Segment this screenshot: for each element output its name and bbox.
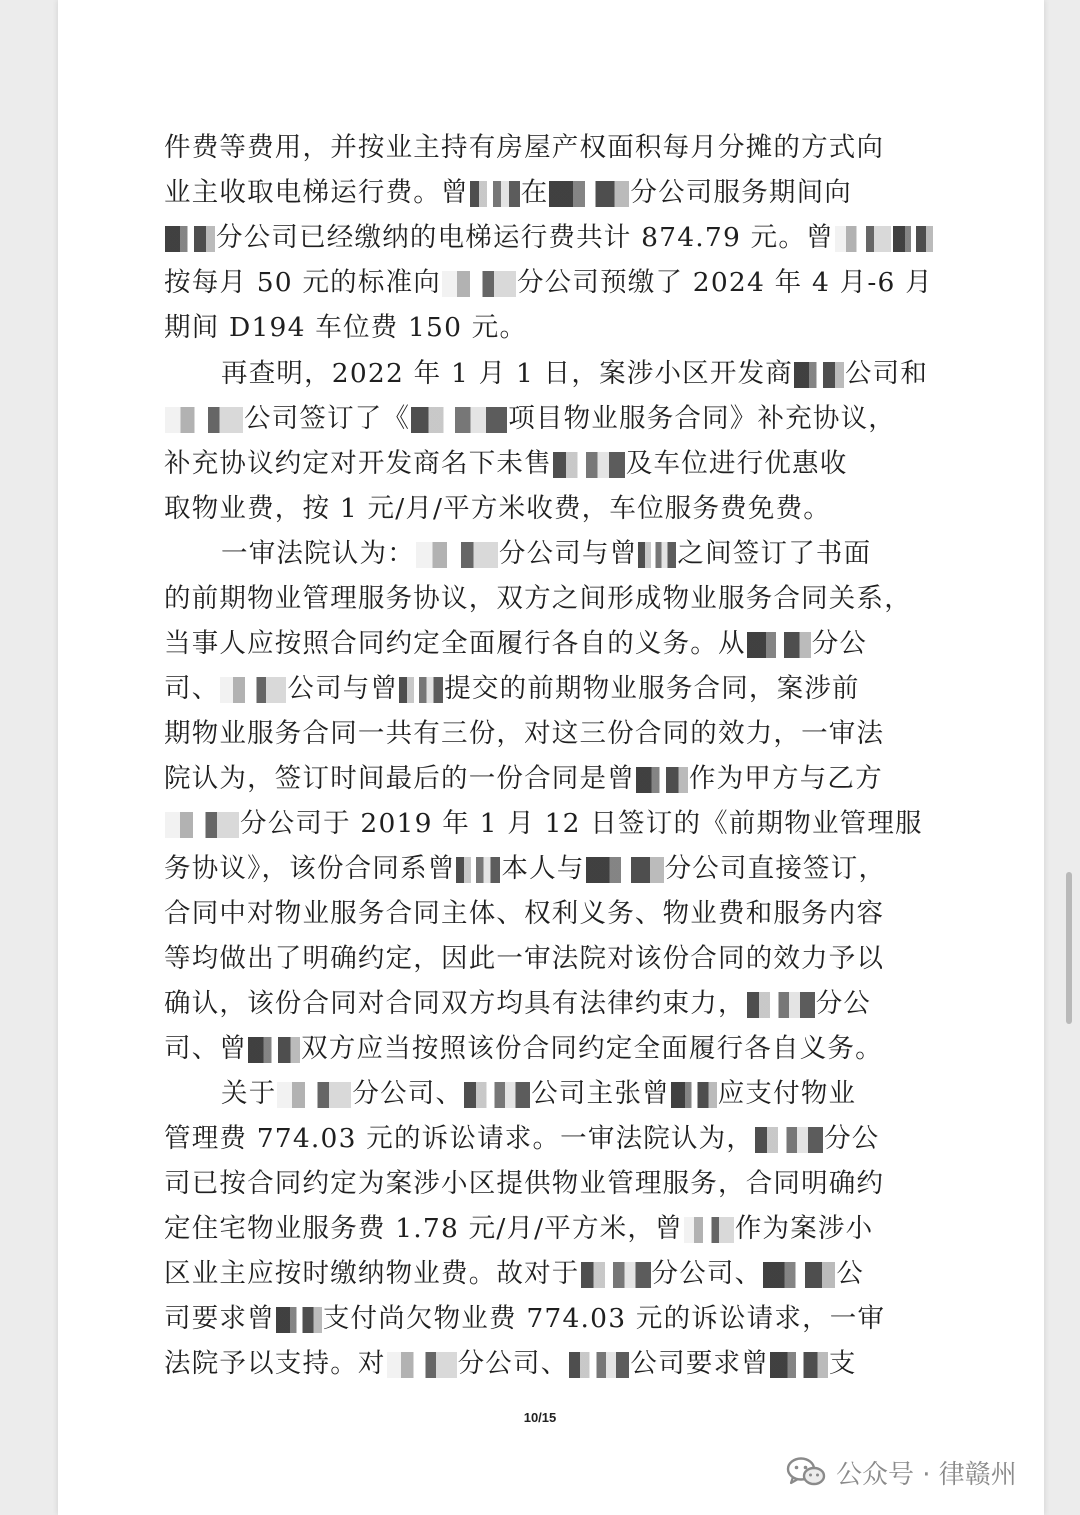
redacted-name — [747, 632, 811, 658]
wechat-icon — [786, 1456, 826, 1488]
text-segment: 定住宅物业服务费 1.78 元/月/平方米，曾 — [164, 1213, 683, 1244]
scrollbar[interactable] — [1066, 872, 1072, 1024]
text-line — [164, 1297, 924, 1341]
text-line — [164, 1207, 924, 1251]
redacted-name — [470, 181, 520, 207]
text-segment: 司、 — [164, 673, 220, 704]
text-line — [164, 667, 924, 711]
text-segment: 一审法院认为： — [221, 538, 415, 569]
redacted-name — [671, 1082, 717, 1108]
redacted-name — [747, 992, 815, 1018]
text-segment: 项目物业服务合同》补充协议， — [508, 403, 897, 434]
redacted-name — [276, 1307, 322, 1333]
text-segment: 作为甲方与乙方 — [688, 763, 883, 794]
text-line — [164, 126, 924, 170]
text-line — [164, 261, 933, 305]
text-line — [164, 892, 924, 936]
text-segment: 分公司服务期间向 — [630, 177, 853, 208]
redacted-name — [165, 812, 239, 838]
redacted-name — [553, 452, 625, 478]
text-line — [164, 1027, 924, 1071]
text-segment: 双方应当按照该份合同约定全面履行各自义务。 — [301, 1033, 883, 1064]
text-segment: 作为案涉小 — [734, 1213, 874, 1244]
text-line — [221, 1072, 981, 1116]
watermark-text: 公众号 · 律赣州 — [836, 1459, 1017, 1490]
text-segment: 再查明，2022 年 1 月 1 日，案涉小区开发商 — [221, 358, 793, 389]
text-segment: 确认，该份合同对合同双方均具有法律约束力， — [164, 988, 746, 1019]
redacted-name — [248, 1037, 300, 1063]
text-segment: 之间签订了书面 — [677, 538, 872, 569]
text-segment: 及车位进行优惠收 — [625, 448, 848, 479]
redacted-name — [442, 271, 516, 297]
text-segment: 分公司直接签订， — [664, 853, 887, 884]
redacted-name — [763, 1262, 835, 1288]
text-segment: 公司要求曾 — [630, 1348, 769, 1379]
text-line — [164, 847, 924, 891]
text-segment: 分公司已经缴纳的电梯运行费共计 874.79 元。曾 — [216, 222, 834, 253]
redacted-name — [794, 362, 844, 388]
text-line — [164, 1252, 924, 1296]
redacted-name — [277, 1082, 351, 1108]
text-line — [221, 352, 981, 396]
text-segment: 期物业服务合同一共有三份，对这三份合同的效力，一审法 — [164, 718, 885, 749]
text-segment: 的前期物业管理服务协议，双方之间形成物业服务合同关系， — [164, 583, 912, 614]
text-segment: 公司主张曾 — [531, 1078, 670, 1109]
text-segment: 合同中对物业服务合同主体、权利义务、物业费和服务内容 — [164, 898, 885, 929]
text-segment: 务协议》，该份合同系曾 — [164, 853, 456, 884]
redacted-name — [684, 1217, 734, 1243]
redacted-name — [581, 1262, 651, 1288]
text-line — [164, 487, 924, 531]
text-line — [164, 757, 924, 801]
text-segment: 公司签订了《 — [244, 403, 411, 434]
text-segment: 分公司预缴了 2024 年 4 月-6 月 — [516, 267, 933, 298]
text-segment: 件费等费用，并按业主持有房屋产权面积每月分摊的方式向 — [164, 132, 885, 163]
redacted-name — [586, 857, 664, 883]
text-segment: 支 — [828, 1348, 857, 1379]
text-segment: 按每月 50 元的标准向 — [164, 267, 441, 298]
text-segment: 分公 — [815, 988, 872, 1019]
text-segment: 本人与 — [501, 853, 585, 884]
text-segment: 分公 — [811, 628, 868, 659]
text-segment: 区业主应按时缴纳物业费。故对于 — [164, 1258, 580, 1289]
text-segment: 司要求曾 — [164, 1303, 275, 1334]
text-line — [164, 577, 924, 621]
redacted-name — [569, 1352, 629, 1378]
text-segment: 期间 D194 车位费 150 元。 — [164, 312, 528, 343]
text-line — [164, 1117, 924, 1161]
text-segment: 公司和 — [844, 358, 929, 389]
text-line — [164, 171, 924, 215]
redacted-name — [638, 542, 676, 568]
text-segment: 管理费 774.03 元的诉讼请求。一审法院认为， — [164, 1123, 755, 1154]
redacted-name — [165, 226, 215, 252]
redacted-name — [835, 226, 891, 252]
page-number: 10/15 — [523, 1410, 557, 1425]
text-segment: 分公司、 — [352, 1078, 464, 1109]
redacted-name — [636, 767, 688, 793]
text-line — [164, 216, 924, 260]
redacted-name — [399, 677, 443, 703]
redacted-name — [456, 857, 500, 883]
text-segment: 公 — [836, 1258, 865, 1289]
watermark — [786, 1452, 1017, 1492]
text-segment: 司已按合同约定为案涉小区提供物业管理服务，合同明确约 — [164, 1168, 885, 1199]
text-line — [164, 937, 924, 981]
text-line — [164, 622, 924, 666]
redacted-name — [220, 677, 286, 703]
text-segment: 院认为，签订时间最后的一份合同是曾 — [164, 763, 635, 794]
redacted-name — [893, 226, 933, 252]
redacted-name — [411, 407, 507, 433]
text-segment: 法院予以支持。对 — [164, 1348, 386, 1379]
text-segment: 取物业费，按 1 元/月/平方米收费，车位服务费免费。 — [164, 493, 831, 524]
text-line — [164, 306, 924, 350]
redacted-name — [416, 542, 498, 568]
redacted-name — [464, 1082, 530, 1108]
redacted-name — [165, 407, 243, 433]
text-segment: 在 — [520, 177, 549, 208]
redacted-name — [387, 1352, 457, 1378]
text-segment: 提交的前期物业服务合同，案涉前 — [444, 673, 860, 704]
text-line — [164, 1162, 924, 1206]
redacted-name — [549, 181, 629, 207]
redacted-name — [770, 1352, 828, 1378]
text-line — [164, 982, 924, 1026]
text-segment: 分公司与曾 — [498, 538, 638, 569]
text-segment: 分公司于 2019 年 1 月 12 日签订的《前期物业管理服 — [240, 808, 923, 839]
text-line — [164, 802, 924, 846]
text-segment: 应支付物业 — [717, 1078, 857, 1109]
text-segment: 分公司、 — [651, 1258, 763, 1289]
text-line — [164, 442, 924, 486]
text-line — [221, 532, 981, 576]
text-line — [164, 712, 924, 756]
text-segment: 分公司、 — [457, 1348, 569, 1379]
text-segment: 等均做出了明确约定，因此一审法院对该份合同的效力予以 — [164, 943, 885, 974]
text-segment: 当事人应按照合同约定全面履行各自的义务。从 — [164, 628, 746, 659]
text-segment: 补充协议约定对开发商名下未售 — [164, 448, 552, 479]
text-segment: 关于 — [221, 1078, 277, 1109]
text-segment: 分公 — [824, 1123, 880, 1154]
text-segment: 支付尚欠物业费 774.03 元的诉讼请求，一审 — [322, 1303, 886, 1334]
text-segment: 司、曾 — [164, 1033, 248, 1064]
text-line — [164, 397, 924, 441]
text-line — [164, 1342, 924, 1386]
text-segment: 业主收取电梯运行费。曾 — [164, 177, 469, 208]
text-segment: 公司与曾 — [287, 673, 399, 704]
redacted-name — [755, 1127, 823, 1153]
